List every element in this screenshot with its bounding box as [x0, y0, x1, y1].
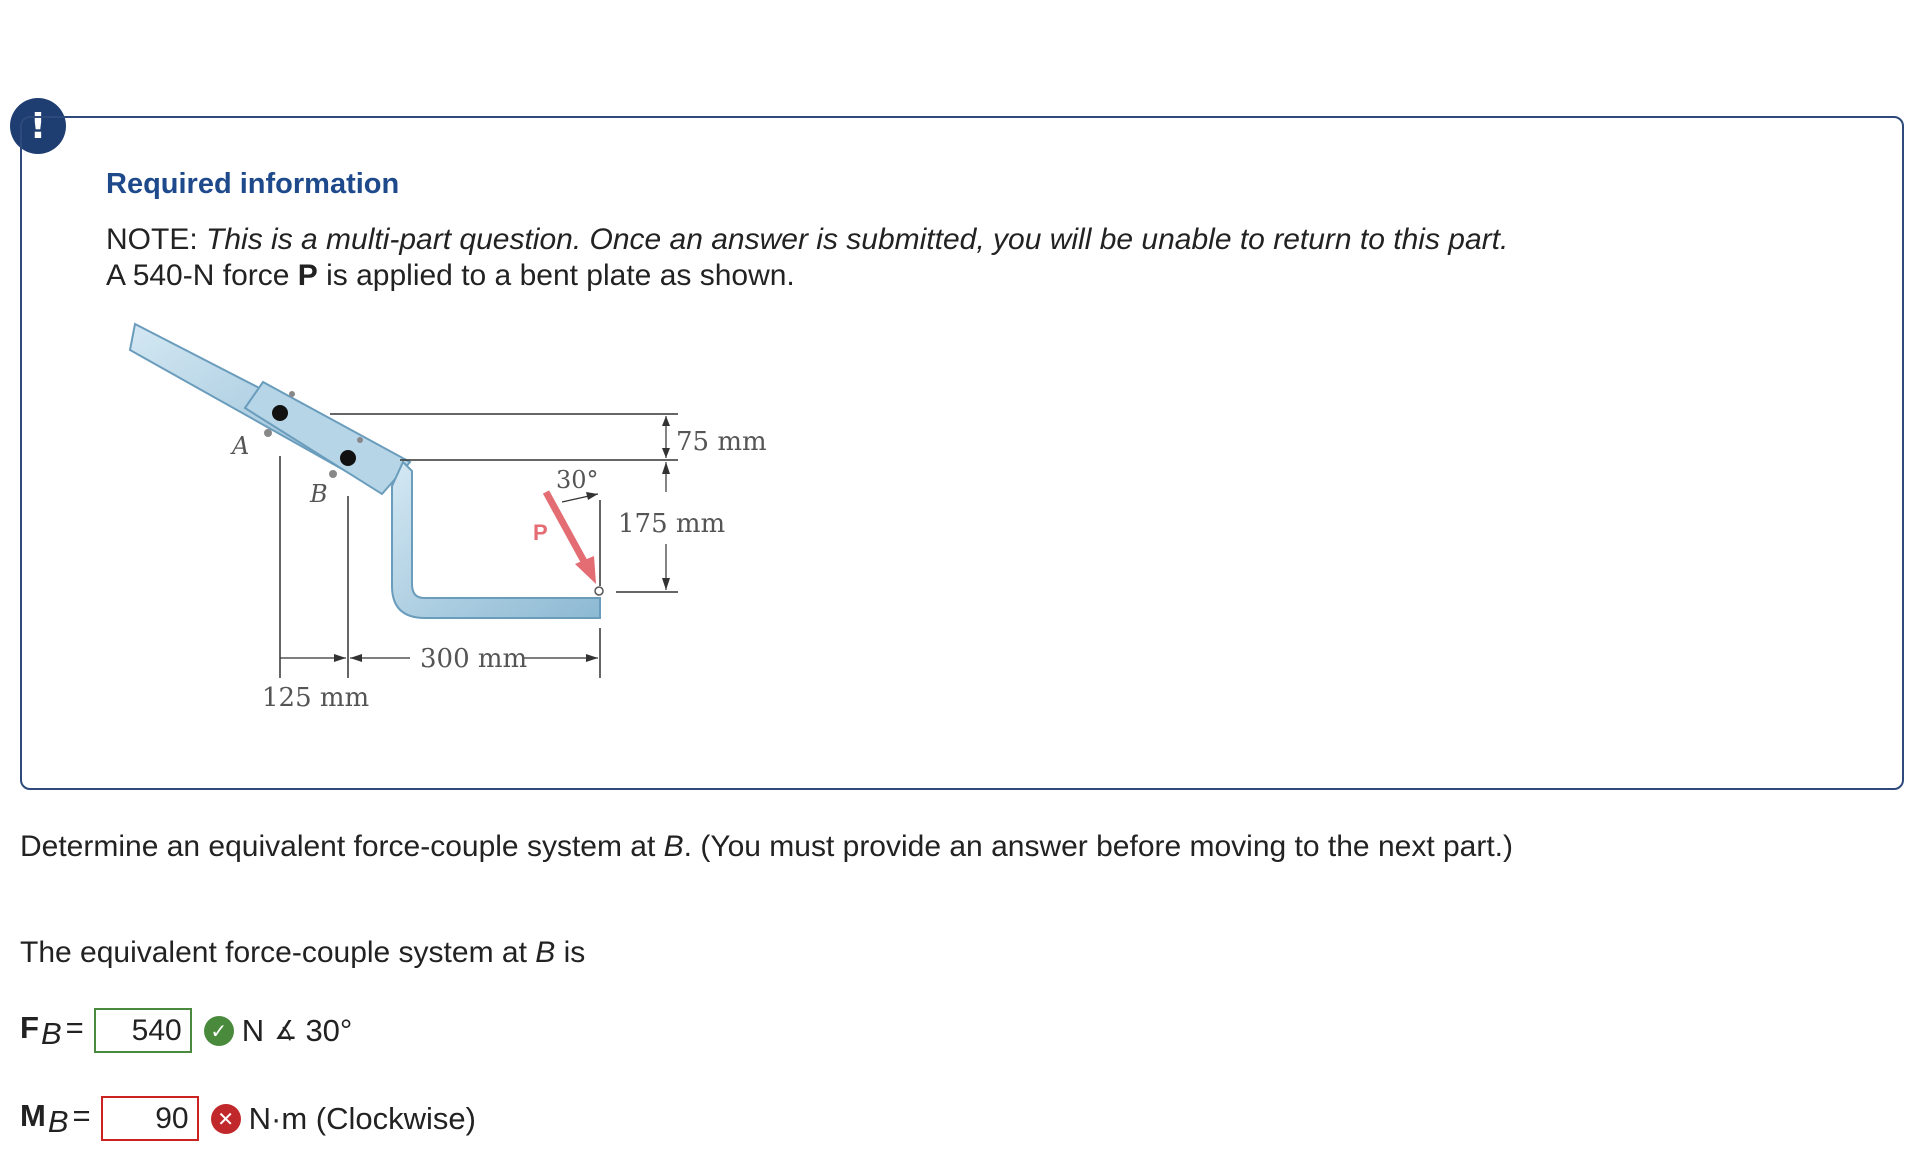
- load-point: [595, 587, 603, 595]
- mb-label: $M_B$ =: [20, 1097, 91, 1139]
- dim-175-label: 175 mm: [618, 509, 726, 539]
- rivet-b: [340, 450, 356, 466]
- label-a: A: [232, 432, 250, 460]
- bent-plate-figure: [120, 316, 780, 736]
- required-information-title: Required information: [106, 168, 400, 200]
- mb-answer-row: [20, 1096, 476, 1141]
- mb-moment-input[interactable]: [101, 1096, 199, 1141]
- angle-label: 30°: [556, 466, 599, 494]
- fb-unit: N: [241, 1012, 265, 1048]
- correct-check-icon: ✓: [204, 1016, 234, 1046]
- incorrect-x-icon: ✕: [211, 1104, 241, 1134]
- plate-bracket: [245, 382, 410, 494]
- fb-magnitude-input[interactable]: [94, 1008, 192, 1053]
- fb-answer-row: [20, 1008, 352, 1053]
- label-b: B: [310, 480, 328, 508]
- alert-icon: !: [10, 98, 66, 154]
- force-arrow-shaft: [546, 492, 586, 565]
- answer-stem: The equivalent force-couple system at B is: [20, 936, 586, 969]
- question-text: Determine an equivalent force-couple system at B. (You must provide an answer before moving to the next part.): [20, 830, 1514, 863]
- note-text: NOTE: This is a multi-part question. Once an answer is submitted, you will be unable to return to this part.: [106, 223, 1509, 256]
- problem-statement: A 540-N force P is applied to a bent plate as shown.: [106, 259, 795, 292]
- label-p: P: [533, 520, 548, 545]
- dim-75-label: 75 mm: [676, 427, 767, 457]
- dim-125-label: 125 mm: [262, 683, 370, 713]
- mb-unit: N·m (Clockwise): [248, 1100, 476, 1136]
- angle-direction-icon: ∡: [274, 1015, 298, 1045]
- fb-label: $F_B$ =: [20, 1009, 84, 1051]
- force-arrow-head: [575, 556, 596, 584]
- rivet-a: [272, 405, 288, 421]
- fb-angle: 30°: [305, 1012, 353, 1048]
- dim-300-label: 300 mm: [420, 644, 528, 674]
